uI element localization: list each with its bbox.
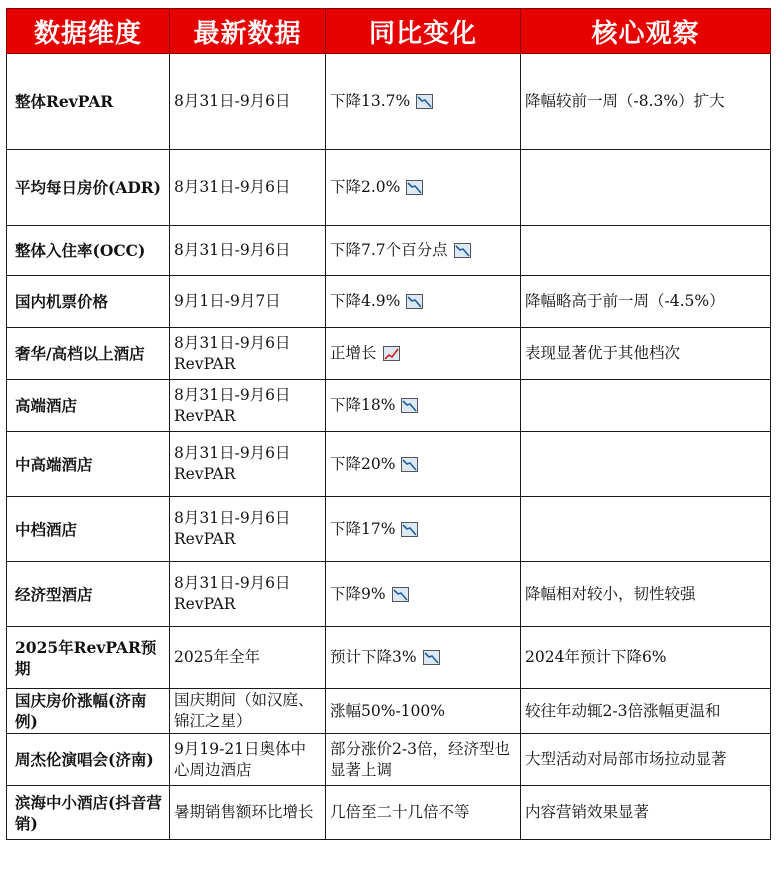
- change-cell: [326, 627, 521, 689]
- change-cell-text: 涨幅50%-100%: [330, 701, 446, 720]
- observation-cell: [521, 276, 771, 328]
- trend-down-icon: [401, 522, 418, 537]
- latest-data-cell-text: 2025年全年: [174, 648, 260, 666]
- change-cell: [326, 689, 521, 734]
- table-row: [7, 562, 771, 627]
- dimension-cell-text: 国庆房价涨幅(济南例): [15, 691, 147, 731]
- trend-down-icon: [406, 180, 423, 195]
- dimension-cell: [7, 150, 170, 226]
- change-cell: [326, 380, 521, 432]
- dimension-cell-text: 高端酒店: [15, 396, 78, 415]
- latest-data-cell: [170, 328, 326, 380]
- observation-cell-text: 较往年动辄2-3倍涨幅更温和: [525, 701, 721, 720]
- observation-cell: [521, 689, 771, 734]
- latest-data-cell: [170, 562, 326, 627]
- latest-data-cell: [170, 432, 326, 497]
- latest-data-cell-text: 8月31日-9月6日RevPAR: [174, 333, 291, 373]
- observation-cell: [521, 380, 771, 432]
- latest-data-cell-text: 8月31日-9月6日: [174, 178, 291, 196]
- observation-cell-text: 大型活动对局部市场拉动显著: [525, 750, 727, 768]
- dimension-cell: [7, 432, 170, 497]
- change-cell: [326, 786, 521, 840]
- change-cell-text: 下降7.7个百分点: [330, 241, 448, 259]
- header-latest-data: 最新数据: [170, 9, 326, 54]
- dimension-cell-text: 整体RevPAR: [15, 92, 114, 111]
- table-row: [7, 689, 771, 734]
- observation-cell-text: 降幅略高于前一周（-4.5%）: [525, 292, 725, 310]
- header-row: [7, 9, 771, 54]
- change-cell: [326, 54, 521, 150]
- observation-cell: [521, 432, 771, 497]
- dimension-cell-text: 周杰伦演唱会(济南): [15, 750, 154, 769]
- change-cell: [326, 734, 521, 786]
- change-cell-text: 下降17%: [330, 519, 396, 538]
- table-row: [7, 786, 771, 840]
- observation-cell: [521, 497, 771, 562]
- dimension-cell: [7, 734, 170, 786]
- latest-data-cell-text: 8月31日-9月6日RevPAR: [174, 444, 291, 483]
- latest-data-cell-text: 9月19-21日奥体中心周边酒店: [174, 739, 307, 779]
- change-cell: [326, 150, 521, 226]
- observation-cell: [521, 150, 771, 226]
- latest-data-cell: [170, 689, 326, 734]
- change-cell-text: 正增长: [330, 344, 377, 362]
- table-row: [7, 432, 771, 497]
- latest-data-cell: [170, 150, 326, 226]
- dimension-cell-text: 整体入住率(OCC): [15, 241, 146, 260]
- latest-data-cell: [170, 627, 326, 689]
- dimension-cell-text: 中档酒店: [15, 519, 78, 539]
- latest-data-cell: [170, 734, 326, 786]
- latest-data-cell-text: 8月31日-9月6日RevPAR: [174, 574, 291, 613]
- observation-cell: [521, 562, 771, 627]
- observation-cell: [521, 627, 771, 689]
- change-cell-text: 下降9%: [330, 584, 386, 603]
- observation-cell-text: 降幅相对较小，韧性较强: [525, 584, 696, 603]
- latest-data-cell-text: 国庆期间（如汉庭、锦江之星）: [174, 691, 314, 730]
- dimension-cell: [7, 497, 170, 562]
- dimension-cell: [7, 562, 170, 627]
- dimension-cell: [7, 786, 170, 840]
- header-yoy-change: 同比变化: [326, 9, 521, 54]
- change-cell-text: 下降13.7%: [330, 92, 411, 110]
- table-row: [7, 328, 771, 380]
- change-cell-text: 下降18%: [330, 396, 396, 414]
- observation-cell: [521, 226, 771, 276]
- trend-up-icon: [383, 346, 400, 361]
- latest-data-cell: [170, 226, 326, 276]
- table-row: [7, 226, 771, 276]
- table-container: [6, 8, 770, 840]
- dimension-cell-text: 奢华/高档以上酒店: [15, 344, 145, 363]
- latest-data-cell: [170, 276, 326, 328]
- latest-data-cell: [170, 380, 326, 432]
- change-cell-text: 部分涨价2-3倍，经济型也显著上调: [330, 739, 510, 779]
- table-body: [7, 54, 771, 840]
- observation-cell: [521, 54, 771, 150]
- table-row: [7, 276, 771, 328]
- observation-cell-text: 2024年预计下降6%: [525, 648, 667, 666]
- observation-cell: [521, 734, 771, 786]
- table-row: [7, 380, 771, 432]
- table-row: [7, 150, 771, 226]
- dimension-cell: [7, 226, 170, 276]
- header-dimension: 数据维度: [7, 9, 170, 54]
- trend-down-icon: [401, 457, 418, 472]
- change-cell: [326, 328, 521, 380]
- observation-cell-text: 内容营销效果显著: [525, 803, 650, 821]
- trend-down-icon: [416, 94, 433, 109]
- latest-data-cell-text: 8月31日-9月6日: [174, 92, 291, 110]
- observation-cell-text: 降幅较前一周（-8.3%）扩大: [525, 92, 725, 110]
- table-row: [7, 54, 771, 150]
- table-row: [7, 627, 771, 689]
- change-cell-text: 下降20%: [330, 454, 396, 473]
- hotel-data-table: [6, 8, 771, 840]
- dimension-cell-text: 经济型酒店: [15, 584, 93, 604]
- change-cell-text: 下降2.0%: [330, 178, 401, 196]
- dimension-cell: [7, 328, 170, 380]
- table-row: [7, 497, 771, 562]
- change-cell-text: 下降4.9%: [330, 292, 401, 310]
- dimension-cell-text: 滨海中小酒店(抖音营销): [15, 792, 162, 833]
- dimension-cell: [7, 54, 170, 150]
- change-cell-text: 预计下降3%: [330, 648, 417, 666]
- change-cell: [326, 432, 521, 497]
- dimension-cell-text: 国内机票价格: [15, 292, 109, 311]
- latest-data-cell-text: 暑期销售额环比增长: [174, 803, 314, 821]
- observation-cell: [521, 786, 771, 840]
- change-cell-text: 几倍至二十几倍不等: [330, 803, 470, 821]
- latest-data-cell-text: 8月31日-9月6日RevPAR: [174, 385, 291, 425]
- latest-data-cell-text: 8月31日-9月6日RevPAR: [174, 509, 291, 548]
- latest-data-cell: [170, 497, 326, 562]
- latest-data-cell: [170, 54, 326, 150]
- latest-data-cell-text: 9月1日-9月7日: [174, 292, 281, 310]
- trend-down-icon: [406, 294, 423, 309]
- trend-down-icon: [454, 243, 471, 258]
- dimension-cell: [7, 276, 170, 328]
- dimension-cell: [7, 689, 170, 734]
- change-cell: [326, 276, 521, 328]
- dimension-cell: [7, 627, 170, 689]
- latest-data-cell: [170, 786, 326, 840]
- dimension-cell-text: 2025年RevPAR预期: [15, 637, 157, 678]
- table-row: [7, 734, 771, 786]
- header-core-observation: 核心观察: [521, 9, 771, 54]
- change-cell: [326, 226, 521, 276]
- trend-down-icon: [401, 398, 418, 413]
- latest-data-cell-text: 8月31日-9月6日: [174, 241, 291, 259]
- dimension-cell-text: 中高端酒店: [15, 454, 93, 474]
- change-cell: [326, 562, 521, 627]
- change-cell: [326, 497, 521, 562]
- observation-cell-text: 表现显著优于其他档次: [525, 344, 681, 362]
- trend-down-icon: [392, 587, 409, 602]
- dimension-cell-text: 平均每日房价(ADR): [15, 178, 162, 197]
- trend-down-icon: [423, 650, 440, 665]
- observation-cell: [521, 328, 771, 380]
- dimension-cell: [7, 380, 170, 432]
